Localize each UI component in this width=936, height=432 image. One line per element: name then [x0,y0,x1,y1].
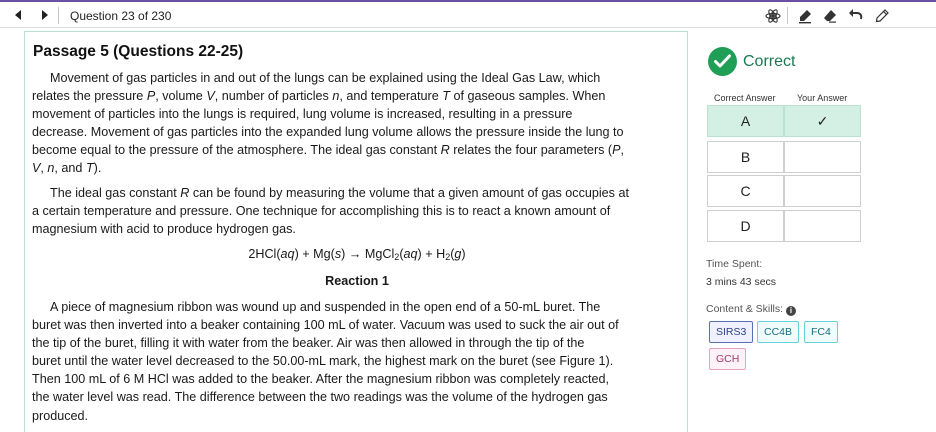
passage-title: Passage 5 (Questions 22-25) [33,43,244,60]
skill-tag-cc4b[interactable]: CC4B [757,321,799,343]
time-spent-label: Time Spent: [706,258,763,270]
passage-panel [24,31,688,432]
passage-line: magnesium with acid to produce hydrogen gas. [32,222,296,237]
undo-icon[interactable] [848,8,864,24]
passage-line: Movement of gas particles in and out of the lungs can be explained using the Ideal Gas Law, which [50,71,601,85]
passage-line: decrease. Movement of gas particles into the expanded lung volume allows the pressure inside the lung to [32,125,624,140]
passage-line: A piece of magnesium ribbon was wound up and suspended in the open end of a 50-mL buret. The [50,300,601,314]
your-choice-d [784,210,861,242]
passage-paragraph-3 [32,298,680,425]
reaction-equation: 2HCl(aq) + Mg(s) → MgCl$_2$(aq) + $H_2(g)$ [248,247,466,262]
correct-choice-a: A [707,105,784,137]
passage-line: become equal to the pressure of the atmosphere. The ideal gas constant R relates the four parameters (P, [32,143,625,158]
passage-line: Then 100 mL of 6 M HCl was added to the beaker. After the magnesium ribbon was completely reacted, [32,372,610,387]
content-skills-label [706,303,796,316]
highlighter-icon[interactable] [797,8,813,24]
passage-line: buret was then inverted into a beaker containing 100 mL of water. Vacuum was used to suck the air out of [32,318,619,333]
passage-paragraph-1 [32,69,680,178]
correct-answer-header: Correct Answer [714,93,776,103]
prev-arrow-icon[interactable] [12,8,26,22]
toolbar-divider [58,7,59,24]
passage-line: the tip of the buret, filling it with water from the beaker. Air was then allowed in through the tip of the [32,336,585,351]
passage-line: V, n, and T). [32,161,102,176]
check-circle-icon [708,47,737,76]
info-icon[interactable]: i [786,306,796,316]
passage-line: The ideal gas constant R can be found by measuring the volume that a given amount of gas occupies at [50,186,629,200]
skill-tag-fc4[interactable]: FC4 [804,321,838,343]
choice-b: B [707,141,784,173]
reaction-title: Reaction 1 [325,274,389,288]
your-choice-b [784,141,861,173]
your-choice-a-check-icon: ✓ [784,105,861,137]
time-spent-value: 3 mins 43 secs [706,276,777,288]
question-counter: Question 23 of 230 [70,9,172,23]
next-arrow-icon[interactable] [37,8,51,22]
your-choice-c [784,175,861,207]
content-skills-text: Content & Skills: [706,303,784,315]
passage-paragraph-2 [32,184,680,238]
passage-line: the water level was read. The difference between the two readings was the volume of the hydrogen gas [32,390,608,405]
passage-line: a certain temperature and pressure. One technique for accomplishing this is to react a known amount of [32,204,611,219]
passage-line: movement of particles into the lungs is required, lung volume is increased, resulting in a pressure [32,107,573,122]
skill-tag-sirs3[interactable]: SIRS3 [709,321,753,343]
choice-d: D [707,210,784,242]
result-label: Correct [743,53,796,70]
question-toolbar [0,2,936,28]
passage-line: relates the pressure P, volume V, number of particles n, and temperature T of gaseous samples. When [32,89,606,104]
eraser-icon[interactable] [822,8,838,24]
choice-c: C [707,175,784,207]
atom-icon[interactable] [765,8,781,24]
passage-line: buret until the water level decreased to the 50.00-mL mark, the highest mark on the buret (see Figure 1). [32,354,614,369]
pencil-icon[interactable] [874,8,890,24]
tools-divider [787,7,788,24]
skill-tag-gch[interactable]: GCH [709,348,746,370]
passage-line: produced. [32,408,89,423]
your-answer-header: Your Answer [797,93,848,103]
